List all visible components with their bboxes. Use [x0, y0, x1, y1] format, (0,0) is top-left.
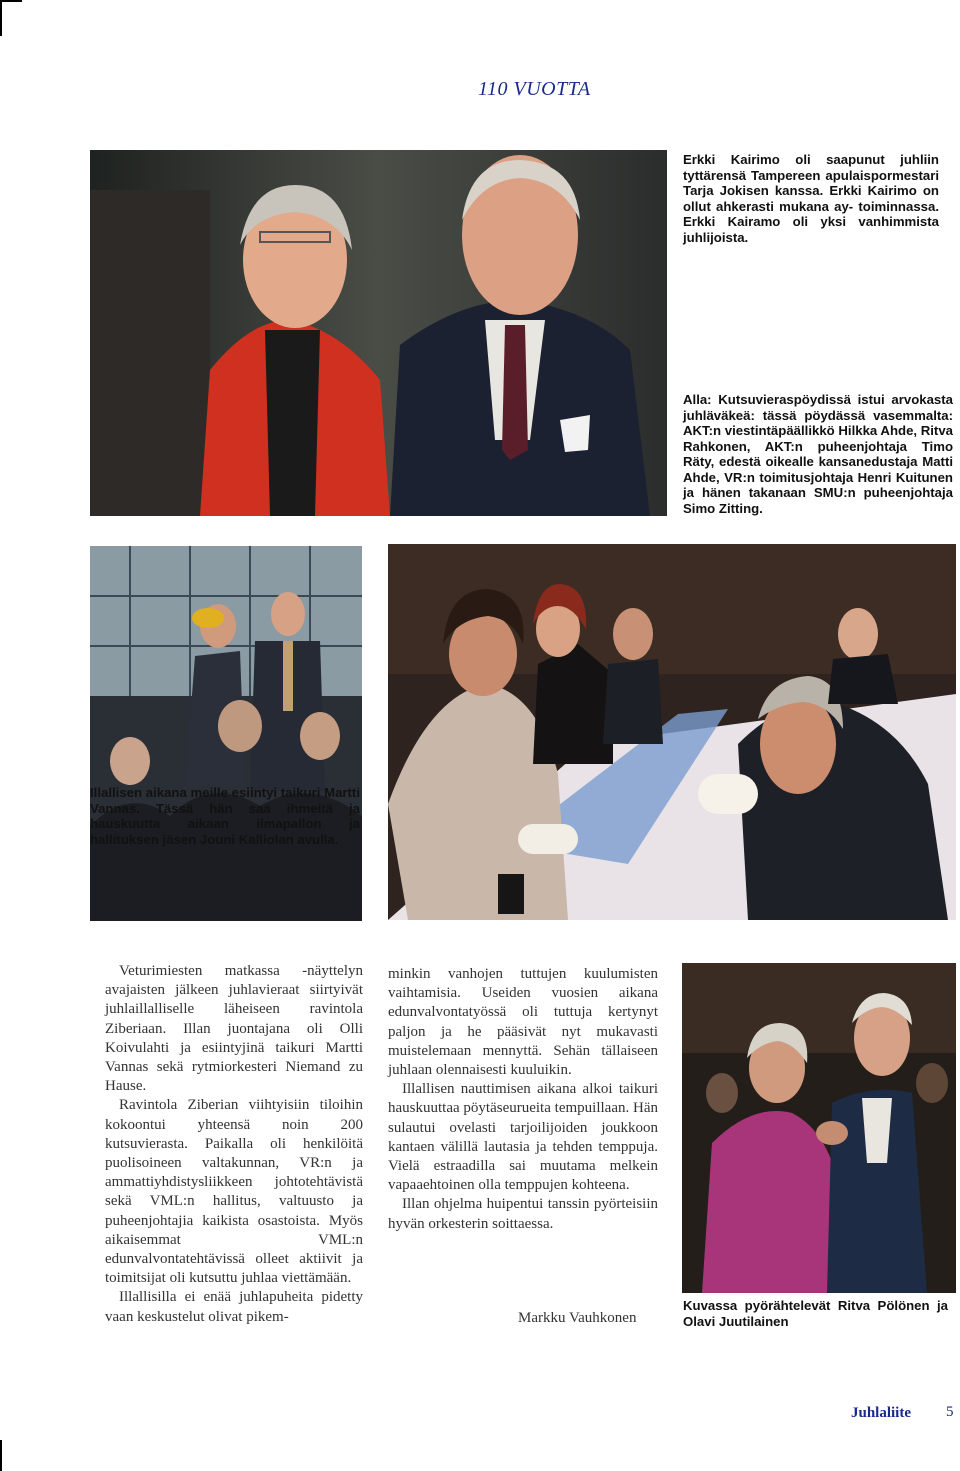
caption-magician-text: Illallisen aikana meille esiintyi taikuri Martti Vannas. Tässä hän saa ihmeitä ja hauskuutta aikaan ilmapallon ja hallituksen jäsen Jouni Kalliolan avulla. — [90, 785, 360, 847]
crop-mark-top-left-vertical — [0, 0, 2, 36]
article-col2-paragraph-2: Illallisen nauttimisen aikana alkoi taikuri hauskuuttaa pöytäseurueita tempuillaan. Hän sulautui ovelasti tarjoilijoiden joukkoon kantaen välillä lautasia ja tehden temppuja. Vielä estraadilla sai muutama melkein vapaaehtoinen olla temppujen kohteena. — [388, 1081, 658, 1194]
photo-dance — [682, 963, 956, 1293]
footer-publication-name: Juhlaliite — [851, 1405, 912, 1421]
caption-portrait-text: Erkki Kairimo oli saapunut juhliin tyttärensä Tampereen apulaispormestari Tarja Jokisen kanssa. Erkki Kairimo on ollut ahkerasti mukana ay- toiminnassa. Erkki Kairamo oli yksi vanhimmista juhlijoista. — [683, 152, 939, 245]
article-column-1 — [105, 962, 363, 1327]
article-author: Markku Vauhkonen — [518, 1310, 637, 1326]
photo-magician — [90, 546, 362, 921]
caption-magician — [90, 785, 360, 847]
caption-portrait — [683, 152, 939, 245]
crop-mark-bottom-left-vertical — [0, 1440, 2, 1471]
caption-dinner-text: Alla: Kutsuvieraspöydissä istui arvokasta juhläväkeä: tässä pöydässä vasemmalta: AKT:n viestintäpäällikkö Hilkka Ahde, Ritva Rahkonen, AKT:n puheenjohtaja Timo Räty, edestä oikealle kansanedustaja Matti Ahde, VR:n toimitusjohtaja Henri Kuitunen ja hänen takanaan SMU:n puheenjohtaja Simo Zitting. — [683, 392, 953, 516]
article-column-2 — [388, 965, 658, 1234]
article-col2-paragraph-1: minkin vanhojen tuttujen kuulumisten vaihtamisia. Useiden vuosien aikana edunvalvontatyössä oli tuttuja kertynyt paljon ja he pääsivät nyt mukavasti muistelemaan mennyttä. Sehän tällaiseen juhlaan olennaisesti kuuluikin. — [388, 966, 658, 1079]
photo-dinner — [388, 544, 956, 920]
article-col1-paragraph-1: Veturimiesten matkassa -näyttelyn avajaisten jälkeen juhlavieraat siirtyivät juhlaillalliselle läheiseen ravintola Ziberiaan. Illan juontajana oli Olli Koivulahti ja esiintyjinä taikuri Martti Vannas sekä rytmiorkesteri Niemand zu Hause. — [105, 963, 363, 1095]
article-col1-paragraph-3: Illallisilla ei enää juhlapuheita pidetty vaan keskustelut olivat pikem- — [105, 1289, 363, 1325]
section-title: 110 VUOTTA — [478, 78, 591, 100]
crop-mark-top-left-horizontal — [0, 0, 22, 2]
photo-portrait — [90, 150, 667, 516]
caption-dinner — [683, 392, 953, 516]
article-col2-paragraph-3: Illan ohjelma huipentui tanssin pyörteisiin hyvän orkesterin soittaessa. — [388, 1196, 658, 1232]
caption-dance — [683, 1298, 948, 1329]
footer-page-number: 5 — [946, 1404, 954, 1420]
article-col1-paragraph-2: Ravintola Ziberian viihtyisiin tiloihin kokoontui yhteensä noin 200 kutsuvierasta. Paikalla oli henkilöitä puolisoineen valtakunnan, VR:n ja ammattiyhdistysliikkeen johtotehtävistä sekä VML:n hallitus, valtuusto ja puheenjohtajia kaikista osastoista. Myös aikaisemmat VML:n edunvalvontatehtävissä olleet aktiivit ja toimitsijat oli kutsuttu juhlaa viettämään. — [105, 1097, 363, 1287]
caption-dance-text: Kuvassa pyörähtelevät Ritva Pölönen ja Olavi Juutilainen — [683, 1298, 948, 1329]
